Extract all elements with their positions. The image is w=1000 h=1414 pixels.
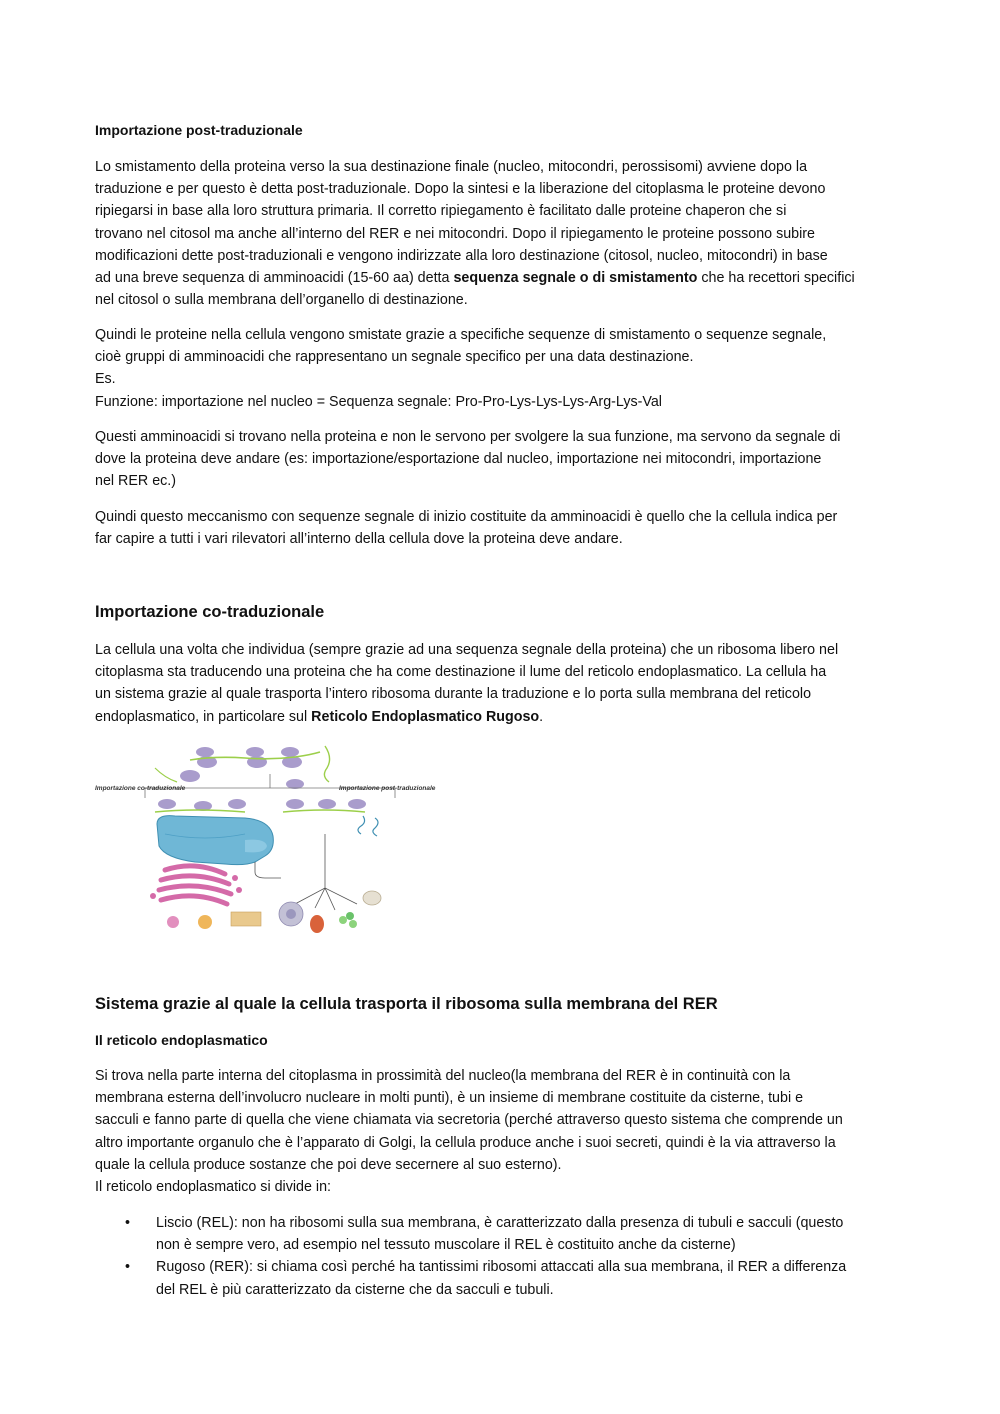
- paragraph-mechanism-summary: Quindi questo meccanismo con sequenze segnale di inizio costituite da amminoacidi è quello che la cellula indica per far capire a tutti i vari rilevatori all’interno della cellula dove la proteina deve andare.: [95, 509, 838, 548]
- paragraph-post-translational-intro: Lo smistamento della proteina verso la sua destinazione finale (nucleo, mitocondri, perossisomi) avviene dopo la traduzione e per questo è detta post-traduzionale. Dopo la sintesi e la liberazione del citoplasma le proteine devono ripiegarsi in base alla loro struttura primaria. Il corretto ripiegamento è facilitato dalle proteine chaperon che si trovano nel citosol ma anche all’interno del RER e nei mitocondri. Dopo il ripiegamento le proteine possono subire modificazioni dette post-traduzionali e vengono indirizzate alla loro destinazione (citosol, nucleo, mitocondri) in base ad una breve sequenza di amminoacidi (15-60 aa) detta sequenza segnale o di smistamento che ha recettori specifici nel citosol o sulla membrana dell’organello di destinazione.: [95, 159, 855, 309]
- chloroplast: [339, 912, 357, 928]
- sorting-arrows: [295, 834, 357, 910]
- heading-co-translational: Importazione co-traduzionale: [95, 603, 325, 621]
- paragraph-amino-acid-signals: Questi amminoacidi si trovano nella proteina e non le servono per svolgere la sua funzione, ma servono da segnale di dove la proteina deve andare (es: importazione/esportazione dal nucleo, importazione nei mitocondri, importazione nel RER ec.): [95, 429, 841, 490]
- bullet-icon: •: [125, 1215, 131, 1231]
- plasma-membrane: [231, 912, 261, 926]
- label-post-translational: Importazione post-traduzionale: [339, 785, 436, 792]
- paragraph-sorting-sequences: Quindi le proteine nella cellula vengono smistate grazie a specifiche sequenze di smistamento o sequenze segnale, cioè gruppi di amminoacidi che rappresentano un segnale specifico per una data destinazione. Es. Funzione: importazione nel nucleo = Sequenza segnale: Pro-Pro-Lys-Lys-Lys-Arg-Lys-Val: [95, 324, 905, 413]
- paragraph-endoplasmic-reticulum: Si trova nella parte interna del citoplasma in prossimità del nucleo(la membrana del RER è in continuità con la membrana esterna dell’involucro nucleare in molti punti), è un insieme di membrane costituite da cisterne, tubi e sacculi e fanno parte di quella che viene chiamata via secretoria (perché attraverso questo sistema che comprende un altro importante organulo che è l’apparato di Golgi, la cellula produce anche i suoi secreti, quindi è la via attraverso la quale la cellula produce sostanze che poi deve secernere al suo esterno). Il reticolo endoplasmatico si divide in:: [95, 1068, 843, 1196]
- heading-post-translational: Importazione post-traduzionale: [95, 122, 303, 138]
- protein-import-diagram: [95, 738, 443, 942]
- term-rough-er: Reticolo Endoplasmatico Rugoso: [311, 708, 540, 725]
- example-nuclear-import: Funzione: importazione nel nucleo = Sequenza segnale: Pro-Pro-Lys-Lys-Lys-Arg-Lys-Val: [95, 393, 662, 410]
- free-ribosomes-top: [155, 746, 330, 789]
- peroxisome: [363, 891, 381, 905]
- lysosome: [198, 915, 212, 929]
- mitochondrion: [310, 915, 324, 933]
- paragraph-co-translational: La cellula una volta che individua (sempre grazie ad una sequenza segnale della proteina) che un ribosoma libero nel citoplasma sta traducendo una proteina che ha come destinazione il lume del reticolo endoplasmatico. La cellula ha un sistema grazie al quale trasporta l’intero ribosoma durante la traduzione e lo porta sulla membrana del reticolo endoplasmatico, in particolare sul Reticolo Endoplasmatico Rugoso.: [95, 642, 839, 725]
- list-item-smooth-er: • Liscio (REL): non ha ribosomi sulla sua membrana, è caratterizzato dalla presenza di tubuli e sacculi (questo non è sempre vero, ad esempio nel tessuto muscolare il REL è costituito anche da cisterne): [120, 1212, 910, 1256]
- list-item-rough-er: • Rugoso (RER): si chiama così perché ha tantissimi ribosomi attaccati alla sua membrana, il RER a differenza del REL è più caratterizzato da cisterne che da sacculi e tubuli.: [120, 1256, 910, 1300]
- label-co-translational: Importazione co-traduzionale: [95, 785, 186, 792]
- heading-ribosome-transport-system: Sistema grazie al quale la cellula trasporta il ribosoma sulla membrana del RER: [95, 995, 718, 1013]
- bullet-icon: •: [125, 1259, 131, 1276]
- protein-import-illustration: [95, 738, 443, 942]
- er-types-list: [120, 1212, 910, 1301]
- term-signal-sequence: sequenza segnale o di smistamento: [453, 270, 698, 287]
- secretory-vesicle: [167, 916, 179, 928]
- free-ribosomes-post: [283, 799, 378, 836]
- ribosomes-on-er: [155, 799, 246, 812]
- subheading-endoplasmic-reticulum: Il reticolo endoplasmatico: [95, 1032, 268, 1048]
- golgi-apparatus: [150, 866, 242, 904]
